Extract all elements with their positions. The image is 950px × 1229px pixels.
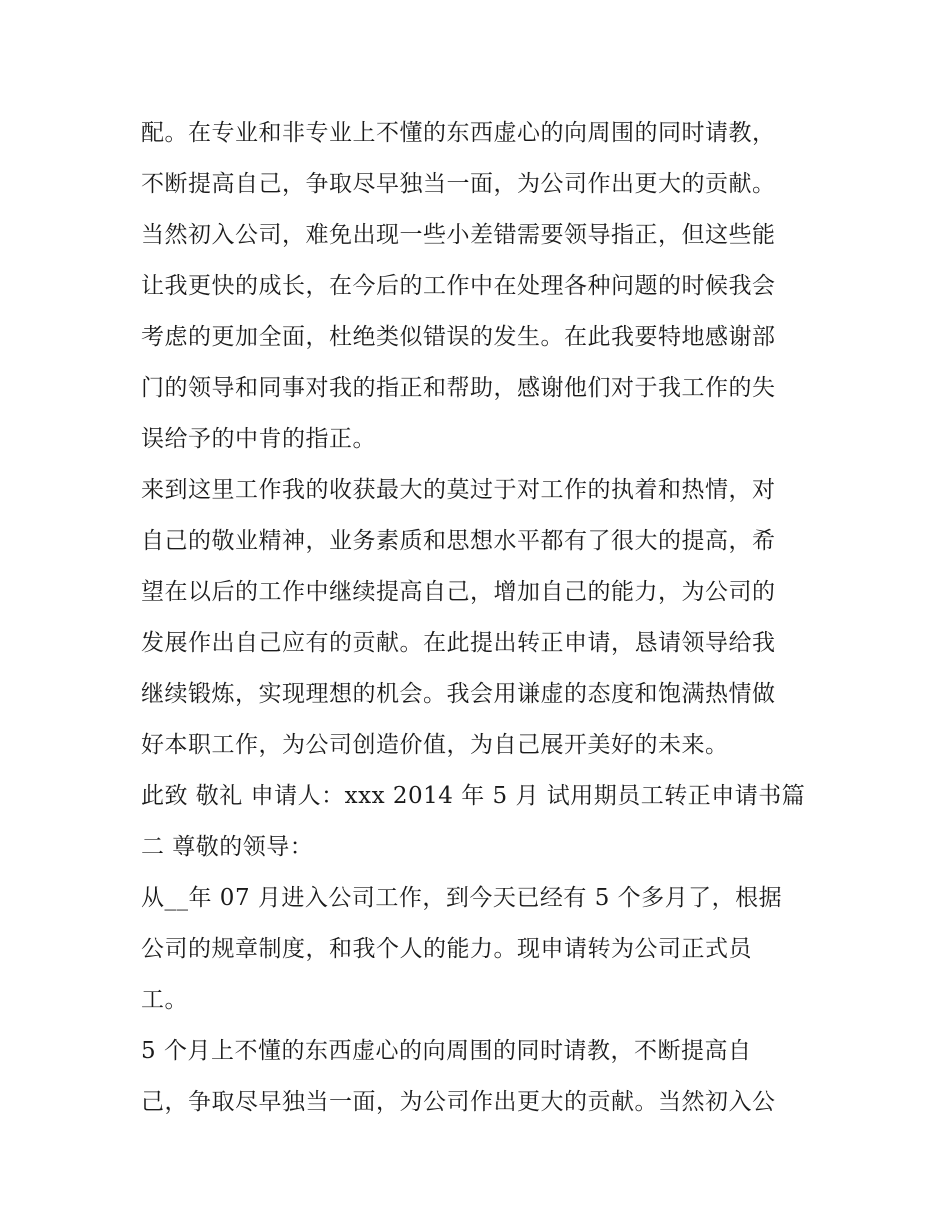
text-line: 此致 敬礼 申请人：xxx 2014 年 5 月 试用期员工转正申请书篇 [141,783,806,809]
text-line: 来到这里工作我的收获最大的莫过于对工作的执着和热情，对 [141,477,776,503]
text-line: 望在以后的工作中继续提高自己，增加自己的能力，为公司的 [141,579,776,605]
text-line: 误给予的中肯的指正。 [141,426,376,452]
text-line: 自己的敬业精神，业务素质和思想水平都有了很大的提高，希 [141,528,776,554]
text-line: 二 尊敬的领导： [141,834,314,860]
text-line: 配。在专业和非专业上不懂的东西虚心的向周围的同时请教， [141,120,776,146]
text-line: 己，争取尽早独当一面，为公司作出更大的贡献。当然初入公 [141,1089,776,1115]
text-line: 5 个月上不懂的东西虚心的向周围的同时请教，不断提高自 [141,1038,752,1064]
text-line: 不断提高自己，争取尽早独当一面，为公司作出更大的贡献。 [141,171,776,197]
text-line: 门的领导和同事对我的指正和帮助，感谢他们对于我工作的失 [141,375,776,401]
text-line: 好本职工作，为公司创造价值，为自己展开美好的未来。 [141,732,729,758]
text-line: 考虑的更加全面，杜绝类似错误的发生。在此我要特地感谢部 [141,324,776,350]
text-line: 工。 [141,987,188,1013]
document-body [141,108,821,1128]
text-line: 发展作出自己应有的贡献。在此提出转正申请，恳请领导给我 [141,630,776,656]
text-line: 从__年 07 月进入公司工作，到今天已经有 5 个多月了，根据 [141,885,783,911]
text-line: 让我更快的成长，在今后的工作中在处理各种问题的时候我会 [141,273,776,299]
text-line: 继续锻炼，实现理想的机会。我会用谦虚的态度和饱满热情做 [141,681,776,707]
text-line: 当然初入公司，难免出现一些小差错需要领导指正，但这些能 [141,222,776,248]
text-line: 公司的规章制度，和我个人的能力。现申请转为公司正式员 [141,936,752,962]
